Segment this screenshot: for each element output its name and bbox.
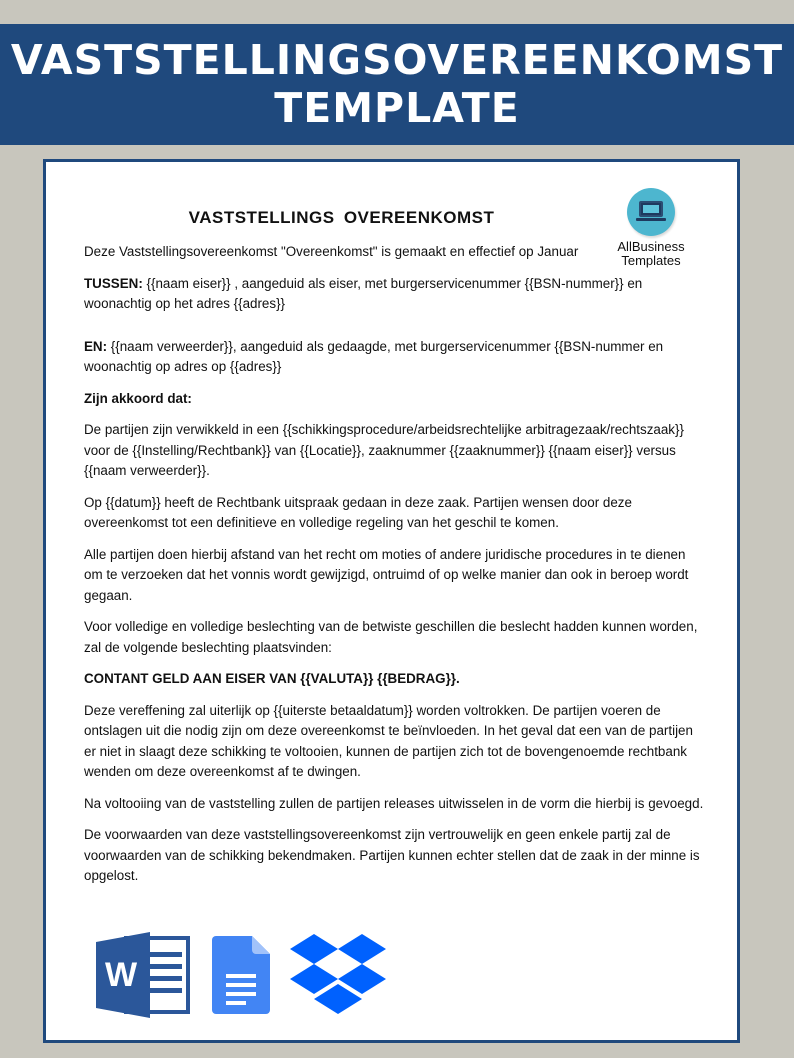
document-preview [43,159,740,1043]
paragraph-8: De voorwaarden van deze vaststellingsovereenkomst zijn vertrouwelijk en geen enkele partij zal de voorwaarden van de schikking bekendmaken. Partijen kunnen echter stellen dat de zaak in der minne is opgelost. [84,827,700,883]
document-title: VASTSTELLINGS OVEREENKOMST [188,208,495,227]
paragraph-5: CONTANT GELD AAN EISER VAN {{VALUTA}} {{BEDRAG}}. [84,671,460,686]
intro-paragraph: Deze Vaststellingsovereenkomst "Overeenkomst" is gemaakt en effectief op Januar [84,244,579,259]
tussen-paragraph [84,274,704,315]
format-icons [96,930,416,1020]
akkoord-heading: Zijn akkoord dat: [84,390,192,406]
google-docs-icon[interactable] [212,930,272,1020]
logo-text: AllBusiness Templates [617,239,685,268]
paragraph-6: Deze vereffening zal uiterlijk op {{uiterste betaaldatum}} worden voltrokken. De partijen voeren de ontslagen uit die nodig zijn om deze overeenkomst te beïnvloeden. In het geval dat een van de partijen er niet in slaagt deze schikking te voltooien, kunnen de partijen zich tot de bovengenoemde rechtbank wenden om deze overeenkomst af te dwingen. [84,702,693,779]
tussen-label: TUSSEN: [84,275,143,291]
tussen-text: {{naam eiser}} , aangeduid als eiser, met burgerservicenummer {{BSN-nummer}} en woonachtig op het adres {{adres}} [84,275,643,311]
word-letter: W [104,956,138,994]
paragraph-4: Voor volledige en volledige beslechting van de betwiste geschillen die beslecht hadden kunnen worden, zal de volgende beslechting plaatsvinden: [84,619,698,655]
paragraph-2: Op {{datum}} heeft de Rechtbank uitspraak gedaan in deze zaak. Partijen wensen door deze overeenkomst tot een definitieve en volledige regeling van het geschil te komen. [84,494,632,530]
banner-title-line1: VASTSTELLINGSOVEREENKOMST [10,36,784,84]
paragraph-3: Alle partijen doen hierbij afstand van het recht om moties of andere juridische procedures in te dienen om te verzoeken dat het vonnis wordt gewijzigd, ontruimd of op welke manier dan ook in beroep wordt gegaan. [84,546,689,603]
word-icon[interactable] [96,930,192,1020]
document-body [84,239,704,898]
paragraph-1: De partijen zijn verwikkeld in een {{schikkingsprocedure/arbeidsrechtelijke arbitragezaak/rechtszaak}} voor de {{Instelling/Rechtbank}} van {{Locatie}}, zaaknummer {{zaaknummer}} {{naam eiser}} versus {{naam verweerder}}. [84,422,684,478]
paragraph-7: Na voltooiing van de vaststelling zullen de partijen releases uitwisselen in de vorm die hierbij is gevoegd. [84,795,704,811]
en-text: {{naam verweerder}}, aangeduid als gedaagde, met burgerservicenummer {{BSN-nummer en woonachtig op adres op {{adres}} [84,338,664,374]
header-banner [0,24,794,145]
en-paragraph [84,337,704,378]
en-label: EN: [84,338,108,354]
banner-title-line2: TEMPLATE [274,84,520,132]
dropbox-icon[interactable] [290,930,386,1020]
